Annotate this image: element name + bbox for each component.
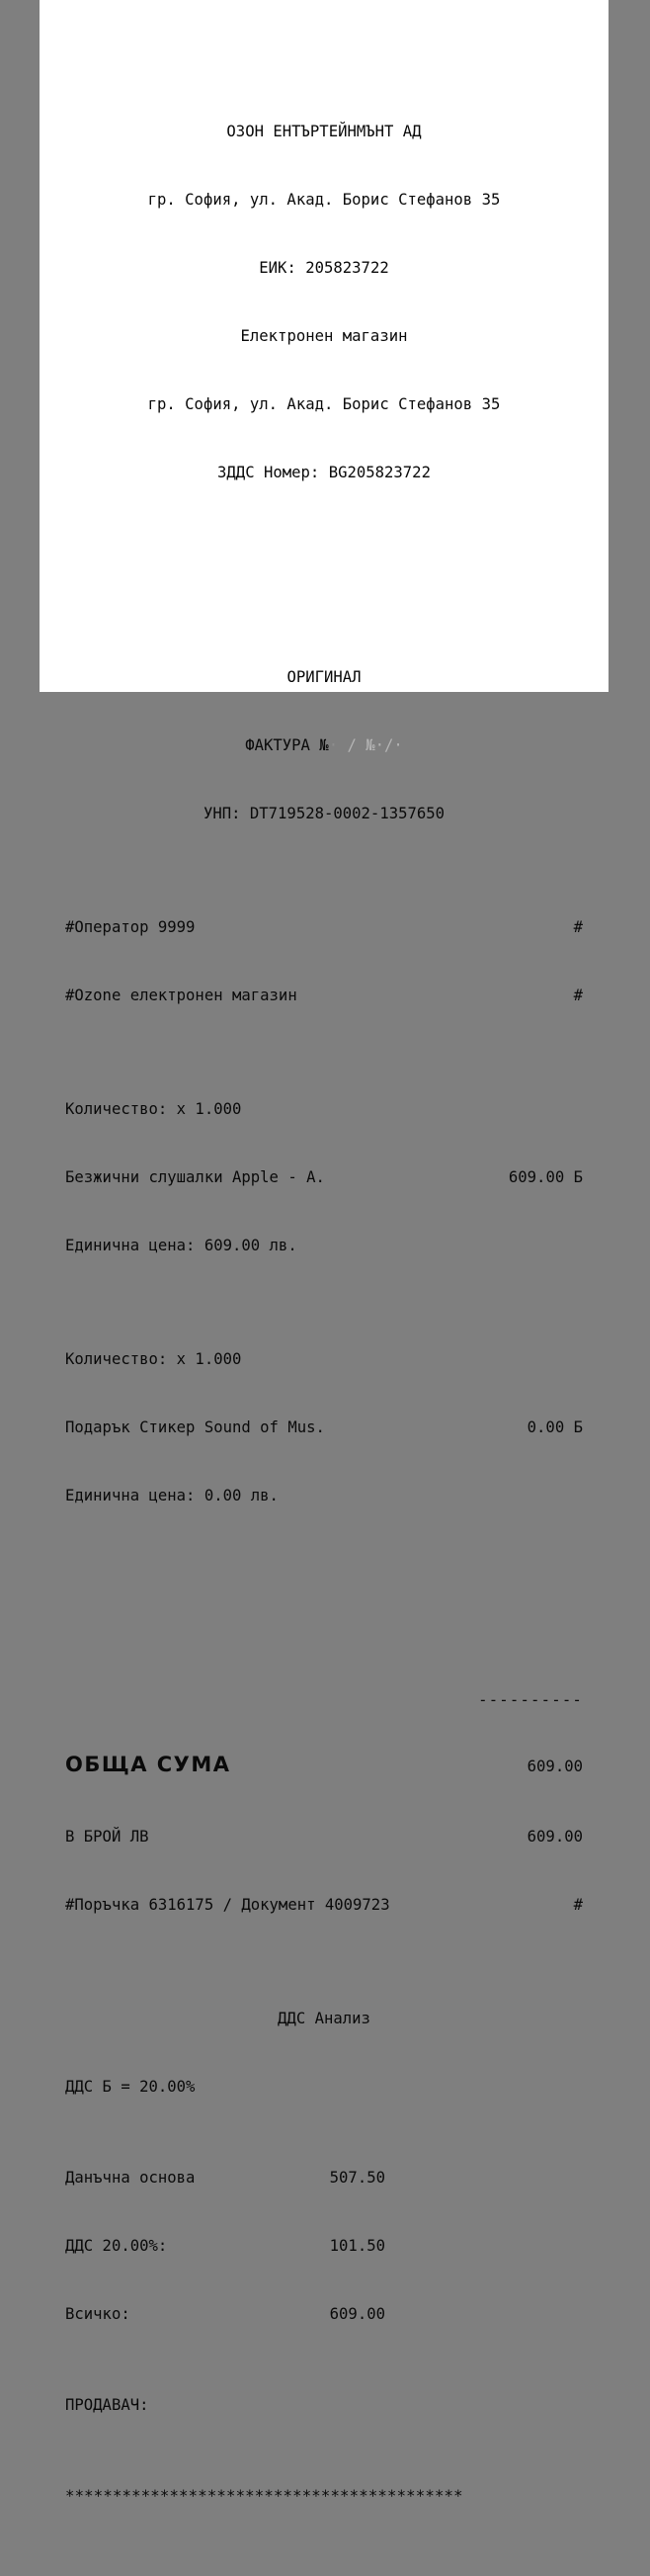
invoice-number-line — [65, 734, 583, 757]
payment-row — [65, 1826, 583, 1848]
company-name: ОЗОН ЕНТЪРТЕЙНМЪНТ АД — [226, 123, 422, 140]
company-eik: ЕИК: 205823722 — [259, 259, 389, 277]
vat-row-label: Всичко: — [65, 2305, 130, 2323]
company-address: гр. София, ул. Акад. Борис Стефанов 35 — [147, 191, 501, 209]
vat-row — [65, 2167, 583, 2190]
item-amount: 0.00 Б — [527, 1418, 583, 1436]
operator-label: #Оператор 9999 — [65, 918, 196, 936]
store-address: гр. София, ул. Акад. Борис Стефанов 35 — [147, 395, 501, 413]
invoice-label: ФАКТУРА № — [245, 736, 329, 754]
payment-amount: 609.00 — [527, 1828, 583, 1846]
vat-row — [65, 2303, 583, 2326]
total-label: ОБЩА СУМА — [65, 1753, 231, 1776]
receipt-paper — [40, 0, 609, 2505]
item-name: Подарък Стикер Sound of Mus. — [65, 1418, 325, 1436]
shop-row — [65, 985, 583, 1007]
unp-line: УНП: DT719528-0002-1357650 — [203, 805, 446, 822]
item-unit-price: Единична цена: 609.00 лв. — [65, 1237, 297, 1254]
vat-row-value: 101.50 — [329, 2237, 385, 2255]
total-separator: ---------- — [478, 1691, 583, 1709]
store-vat-number: ЗДДС Номер: BG205823722 — [217, 464, 431, 481]
spacer-before-total — [65, 1576, 583, 1598]
vat-analysis-title: ДДС Анализ — [278, 2010, 370, 2027]
item-row — [65, 1166, 583, 1189]
order-document-row — [65, 1894, 583, 1917]
item-name: Безжични слушалки Apple - A. — [65, 1168, 325, 1186]
total-row — [65, 1754, 583, 1780]
vat-group-label: ДДС Б = 20.00% — [65, 2078, 196, 2096]
receipt-body — [65, 30, 583, 2576]
item-row — [65, 1417, 583, 1439]
order-document-label: #Поръчка 6316175 / Документ 4009723 — [65, 1896, 390, 1914]
item-unit-price: Единична цена: 0.00 лв. — [65, 1487, 279, 1504]
shop-label: #Ozone електронен магазин — [65, 987, 297, 1004]
shop-hash-mark: # — [573, 987, 583, 1004]
invoice-number-faded: · — [328, 736, 339, 754]
vat-row-value: 507.50 — [329, 2169, 385, 2187]
item-quantity: Количество: x 1.000 — [65, 1100, 242, 1118]
vat-row-label: Данъчна основа — [65, 2169, 196, 2187]
payment-label: В БРОЙ ЛВ — [65, 1828, 149, 1846]
spacer-after-header — [65, 553, 583, 575]
vat-row-value: 609.00 — [329, 2305, 385, 2323]
item-amount: 609.00 Б — [508, 1168, 583, 1186]
operator-row — [65, 916, 583, 939]
vat-row — [65, 2235, 583, 2258]
total-amount: 609.00 — [527, 1758, 583, 1775]
operator-hash-mark: # — [573, 918, 583, 936]
seller-label: ПРОДАВАЧ: — [65, 2396, 149, 2414]
item-quantity: Количество: x 1.000 — [65, 1350, 242, 1368]
original-label: ОРИГИНАЛ — [286, 668, 362, 686]
invoice-number-faded-tail: / №·/· — [338, 736, 403, 754]
store-name: Електронен магазин — [240, 327, 408, 345]
vat-row-label: ДДС 20.00%: — [65, 2237, 168, 2255]
footer-star-separator: ****************************************** — [65, 2487, 463, 2505]
order-hash-mark: # — [573, 1896, 583, 1914]
